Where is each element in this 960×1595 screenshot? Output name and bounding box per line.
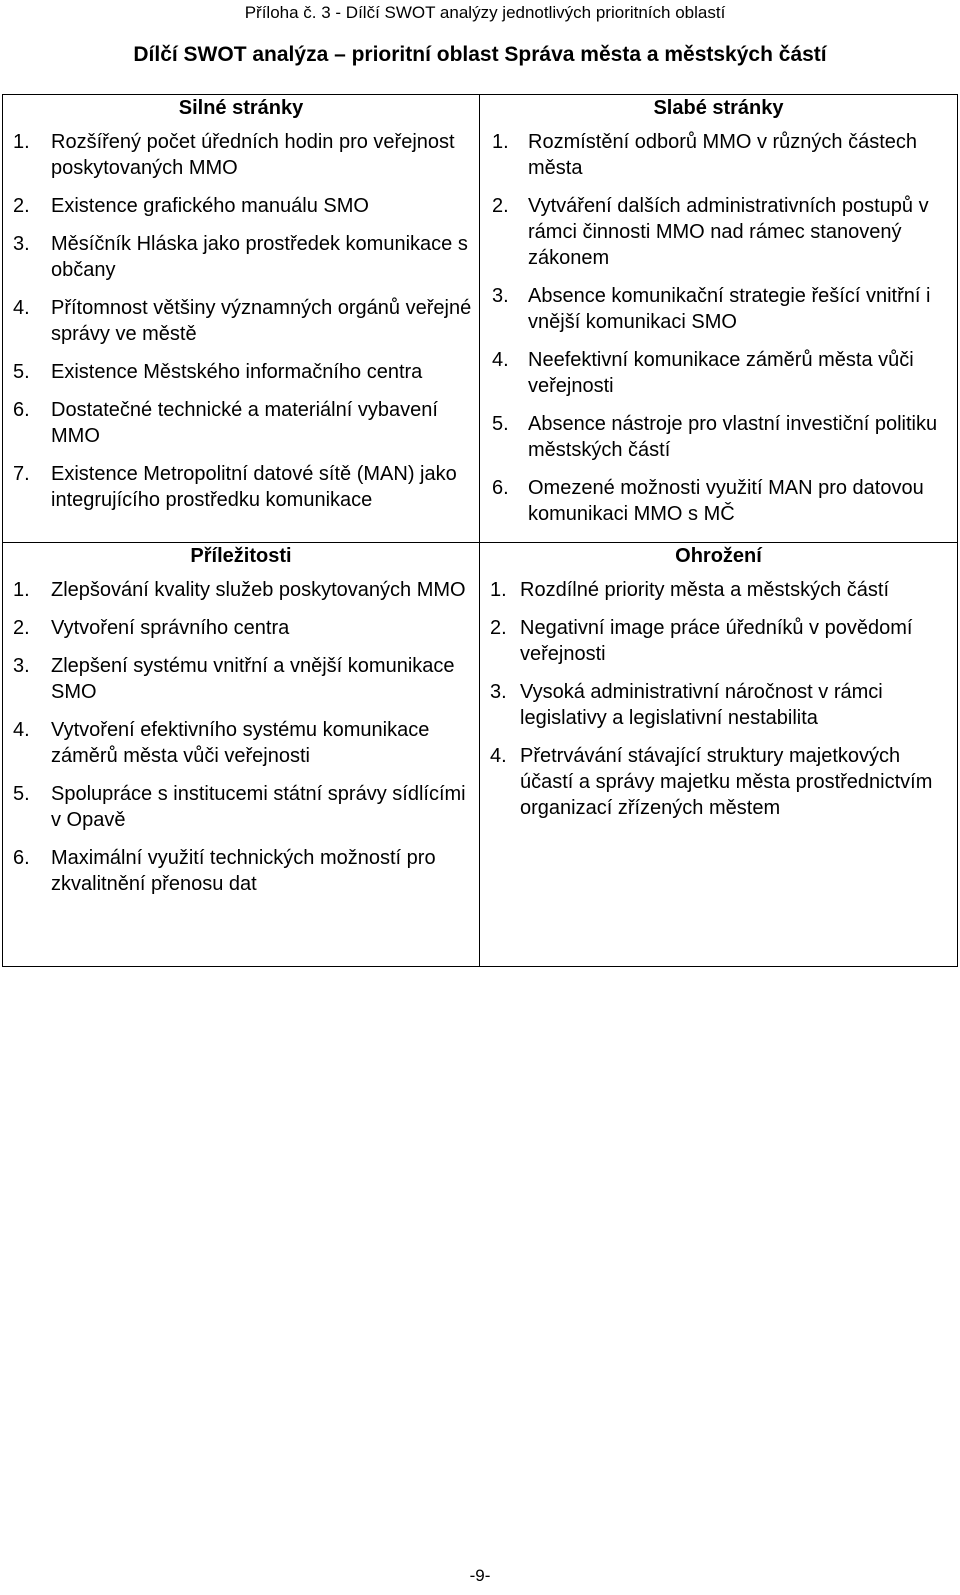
item-text: Absence komunikační strategie řešící vnitřní i vnější komunikaci SMO (528, 285, 931, 333)
threat-item (480, 577, 957, 603)
threat-item (480, 743, 957, 821)
weaknesses-heading: Slabé stránky (653, 97, 784, 119)
item-text: Maximální využití technických možností pro zkvalitnění přenosu dat (51, 847, 436, 895)
page-number: -9- (469, 1566, 491, 1585)
item-number: 1. (13, 131, 30, 153)
opportunity-item (3, 577, 479, 603)
item-number: 3. (13, 233, 30, 255)
item-text: Přetrvávání stávající struktury majetkových účastí a správy majetku města prostřednictvím organizací zřízených městem (520, 745, 933, 819)
item-text: Spolupráce s institucemi státní správy sídlícími v Opavě (51, 783, 466, 831)
item-number: 4. (13, 297, 30, 319)
item-text: Rozšířený počet úředních hodin pro veřejnost poskytovaných MMO (51, 131, 455, 179)
item-text: Vysoká administrativní náročnost v rámci legislativy a legislativní nestabilita (520, 681, 883, 729)
opportunity-item (3, 781, 479, 833)
item-number: 7. (13, 463, 30, 485)
item-text: Vytváření dalších administrativních postupů v rámci činnosti MMO nad rámec stanovený zákonem (528, 195, 929, 269)
item-number: 6. (13, 399, 30, 421)
strength-item (3, 129, 479, 181)
item-text: Rozdílné priority města a městských částí (520, 579, 890, 601)
strength-item (3, 295, 479, 347)
item-number: 1. (13, 579, 30, 601)
item-text: Existence Metropolitní datové sítě (MAN) jako integrujícího prostředku komunikace (51, 463, 457, 511)
item-number: 3. (13, 655, 30, 677)
weakness-item (480, 411, 957, 463)
strength-item (3, 359, 479, 385)
item-number: 4. (492, 349, 509, 371)
threats-heading: Ohrožení (675, 545, 762, 567)
item-number: 1. (492, 131, 509, 153)
item-number: 1. (490, 579, 507, 601)
item-text: Zlepšování kvality služeb poskytovaných MMO (51, 579, 466, 601)
item-number: 5. (13, 783, 30, 805)
strength-item (3, 193, 479, 219)
weakness-item (480, 283, 957, 335)
item-text: Vytvoření efektivního systému komunikace záměrů města vůči veřejnosti (51, 719, 430, 767)
weakness-item (480, 129, 957, 181)
item-text: Rozmístění odborů MMO v různých částech města (528, 131, 918, 179)
item-number: 3. (490, 681, 507, 703)
threats-cell (480, 543, 958, 967)
swot-table (2, 94, 958, 967)
weakness-item (480, 475, 957, 527)
item-text: Neefektivní komunikace záměrů města vůči veřejnosti (528, 349, 914, 397)
annex-label: Příloha č. 3 - Dílčí SWOT analýzy jednotlivých prioritních oblastí (244, 3, 726, 22)
strength-item (3, 397, 479, 449)
opportunity-item (3, 717, 479, 769)
item-text: Existence Městského informačního centra (51, 361, 423, 383)
item-number: 2. (492, 195, 509, 217)
opportunities-list (3, 577, 479, 897)
item-number: 6. (13, 847, 30, 869)
item-number: 2. (13, 195, 30, 217)
item-text: Negativní image práce úředníků v povědomí veřejnosti (520, 617, 913, 665)
item-text: Absence nástroje pro vlastní investiční politiku městských částí (528, 413, 938, 461)
item-text: Měsíčník Hláska jako prostředek komunikace s občany (51, 233, 468, 281)
strengths-cell (3, 95, 480, 543)
swot-row-external (3, 543, 958, 967)
opportunity-item (3, 615, 479, 641)
item-number: 6. (492, 477, 509, 499)
strength-item (3, 231, 479, 283)
opportunity-item (3, 845, 479, 897)
item-number: 2. (13, 617, 30, 639)
item-text: Přítomnost většiny významných orgánů veřejné správy ve městě (51, 297, 472, 345)
item-text: Zlepšení systému vnitřní a vnější komunikace SMO (51, 655, 455, 703)
threats-list (480, 577, 957, 821)
opportunities-heading: Příležitosti (190, 545, 292, 567)
strengths-list (3, 129, 479, 513)
item-number: 5. (13, 361, 30, 383)
item-number: 5. (492, 413, 509, 435)
item-number: 3. (492, 285, 509, 307)
threat-item (480, 679, 957, 731)
swot-row-internal (3, 95, 958, 543)
weakness-item (480, 347, 957, 399)
opportunity-item (3, 653, 479, 705)
page-title: Dílčí SWOT analýza – prioritní oblast Správa města a městských částí (133, 43, 827, 66)
item-text: Vytvoření správního centra (51, 617, 290, 639)
item-number: 4. (13, 719, 30, 741)
weaknesses-cell (480, 95, 958, 543)
running-header (0, 2, 960, 24)
weakness-item (480, 193, 957, 271)
weaknesses-list (480, 129, 957, 527)
threat-item (480, 615, 957, 667)
opportunities-cell (3, 543, 480, 967)
strength-item (3, 461, 479, 513)
item-number: 2. (490, 617, 507, 639)
item-text: Existence grafického manuálu SMO (51, 195, 369, 217)
item-text: Dostatečné technické a materiální vybavení MMO (51, 399, 438, 447)
item-text: Omezené možnosti využití MAN pro datovou komunikaci MMO s MČ (528, 477, 924, 525)
item-number: 4. (490, 745, 507, 767)
strengths-heading: Silné stránky (178, 97, 304, 119)
